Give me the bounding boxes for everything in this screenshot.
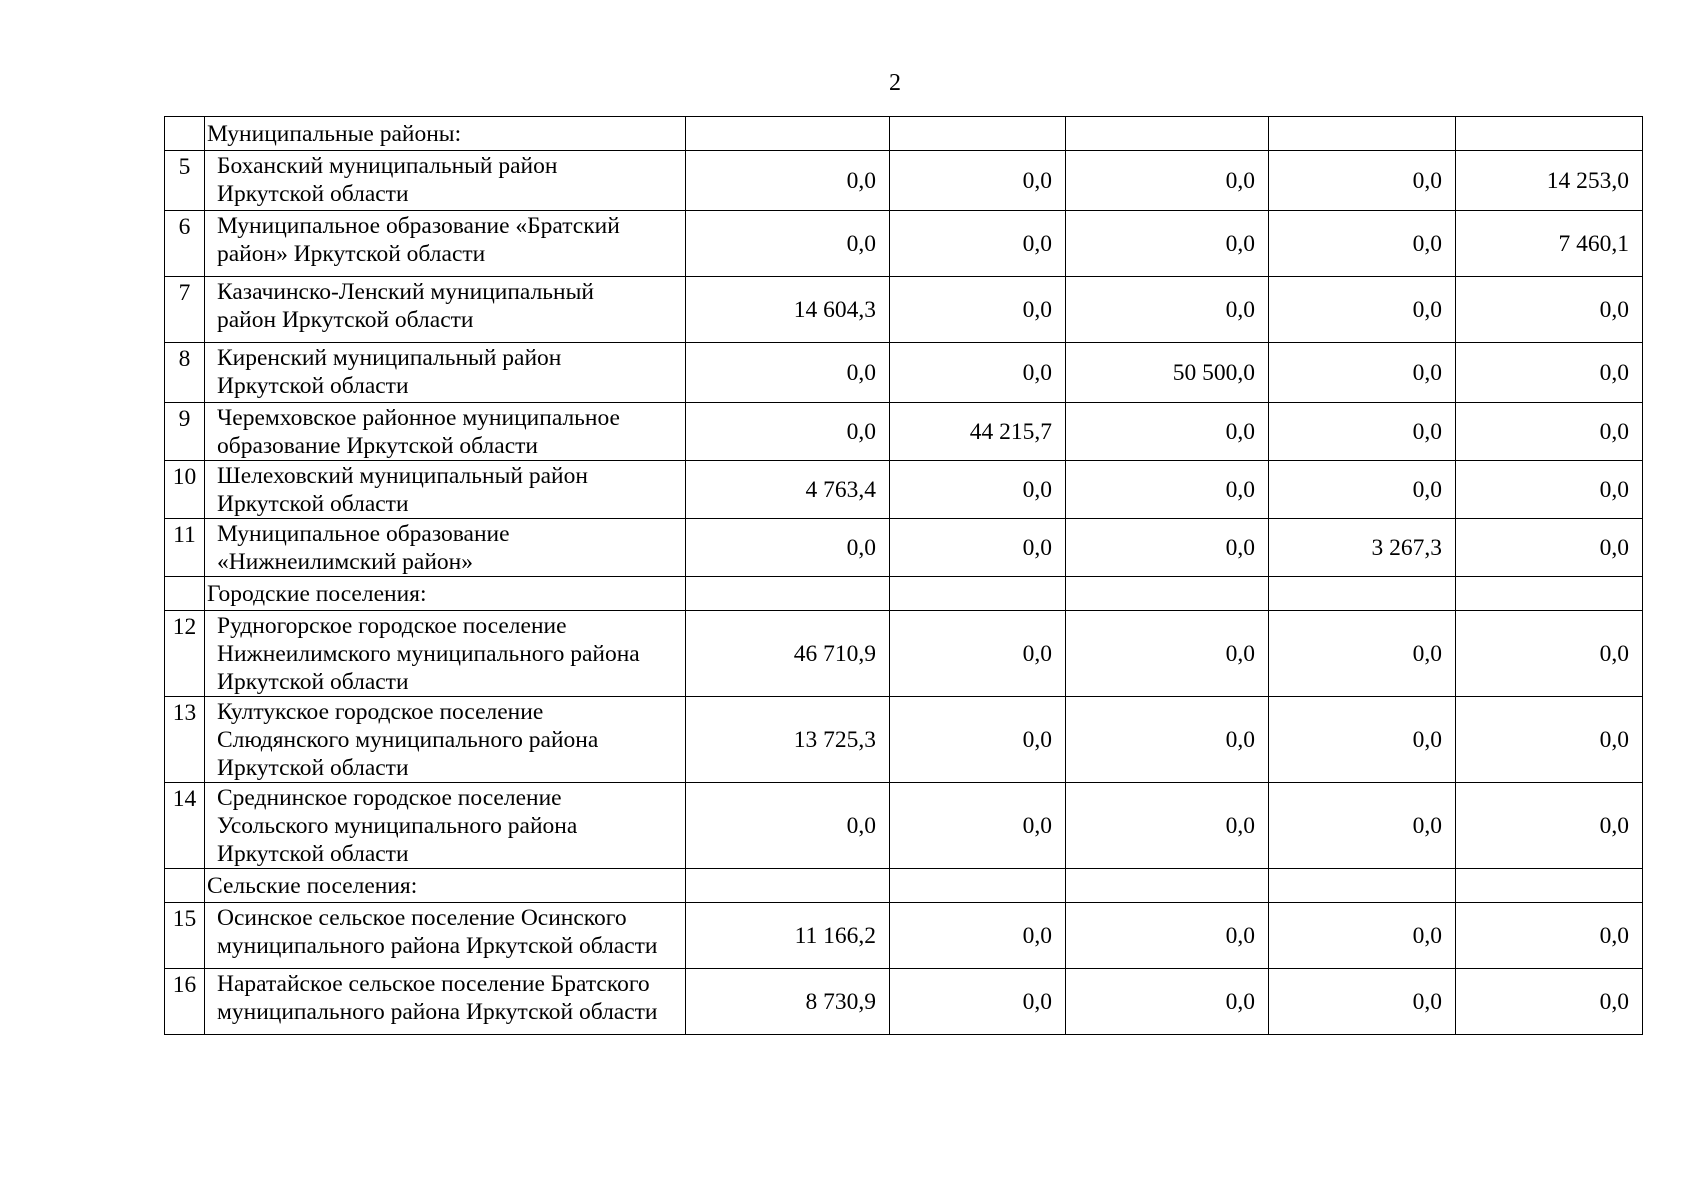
section-row	[165, 117, 1643, 151]
value-cell: 0,0	[1066, 461, 1269, 519]
value-cell: 46 710,9	[686, 611, 890, 697]
value-cell: 0,0	[1269, 211, 1456, 277]
row-number: 5	[165, 151, 205, 211]
row-number-cell	[165, 117, 205, 151]
row-number: 10	[165, 461, 205, 519]
value-cell: 0,0	[1269, 151, 1456, 211]
municipality-name	[205, 343, 686, 403]
municipality-name-line: район Иркутской области	[217, 307, 474, 333]
municipality-name	[205, 277, 686, 343]
value-cell: 0,0	[686, 343, 890, 403]
table-body	[165, 117, 1643, 1035]
municipality-name	[205, 461, 686, 519]
value-cell: 13 725,3	[686, 697, 890, 783]
value-cell: 0,0	[890, 697, 1066, 783]
municipality-name-line: Иркутской области	[217, 841, 409, 867]
value-cell	[1456, 577, 1643, 611]
table-row	[165, 969, 1643, 1035]
municipality-name-line: Иркутской области	[217, 755, 409, 781]
table-row	[165, 697, 1643, 783]
municipality-name	[205, 211, 686, 277]
value-cell: 0,0	[890, 461, 1066, 519]
municipality-name	[205, 903, 686, 969]
value-cell: 0,0	[1269, 697, 1456, 783]
value-cell: 0,0	[1269, 969, 1456, 1035]
value-cell: 0,0	[1456, 403, 1643, 461]
municipality-name-line: Наратайское сельское поселение Братского	[217, 971, 650, 997]
value-cell: 3 267,3	[1269, 519, 1456, 577]
municipality-name-line: Усольского муниципального района	[217, 813, 578, 839]
value-cell: 0,0	[1456, 519, 1643, 577]
value-cell: 0,0	[890, 211, 1066, 277]
value-cell: 0,0	[1456, 343, 1643, 403]
value-cell: 0,0	[1066, 277, 1269, 343]
row-number: 8	[165, 343, 205, 403]
value-cell	[1066, 117, 1269, 151]
municipality-name-line: Иркутской области	[217, 373, 409, 399]
value-cell: 0,0	[890, 343, 1066, 403]
value-cell: 0,0	[1066, 611, 1269, 697]
value-cell: 0,0	[890, 277, 1066, 343]
municipality-name-line: «Нижнеилимский район»	[217, 549, 473, 575]
value-cell: 0,0	[1456, 461, 1643, 519]
value-cell: 0,0	[1269, 461, 1456, 519]
value-cell: 0,0	[890, 969, 1066, 1035]
municipality-name-line: Казачинско-Ленский муниципальный	[217, 279, 594, 305]
table-row	[165, 461, 1643, 519]
municipality-name-line: Киренский муниципальный район	[217, 345, 562, 371]
row-number: 6	[165, 211, 205, 277]
value-cell: 0,0	[1456, 277, 1643, 343]
value-cell: 0,0	[1269, 403, 1456, 461]
row-number: 15	[165, 903, 205, 969]
value-cell	[1269, 869, 1456, 903]
municipality-name	[205, 519, 686, 577]
row-number: 14	[165, 783, 205, 869]
municipality-name	[205, 969, 686, 1035]
value-cell: 7 460,1	[1456, 211, 1643, 277]
value-cell	[890, 577, 1066, 611]
municipality-name	[205, 151, 686, 211]
municipality-name-line: Шелеховский муниципальный район	[217, 463, 588, 489]
value-cell	[686, 117, 890, 151]
value-cell: 14 253,0	[1456, 151, 1643, 211]
value-cell: 0,0	[890, 519, 1066, 577]
value-cell	[1066, 577, 1269, 611]
value-cell	[686, 869, 890, 903]
value-cell: 4 763,4	[686, 461, 890, 519]
municipality-name-line: район» Иркутской области	[217, 241, 486, 267]
page-number: 2	[889, 70, 901, 96]
municipality-name	[205, 783, 686, 869]
municipality-name	[205, 697, 686, 783]
value-cell: 0,0	[890, 151, 1066, 211]
row-number-cell	[165, 577, 205, 611]
row-number: 13	[165, 697, 205, 783]
value-cell: 0,0	[1269, 611, 1456, 697]
value-cell: 0,0	[1269, 343, 1456, 403]
value-cell: 0,0	[1456, 783, 1643, 869]
value-cell: 0,0	[890, 783, 1066, 869]
value-cell: 0,0	[1456, 969, 1643, 1035]
municipality-name	[205, 403, 686, 461]
table-row	[165, 903, 1643, 969]
municipality-name	[205, 611, 686, 697]
value-cell: 0,0	[1456, 903, 1643, 969]
value-cell: 0,0	[1269, 783, 1456, 869]
table-row	[165, 783, 1643, 869]
value-cell: 0,0	[1066, 903, 1269, 969]
value-cell: 0,0	[1066, 211, 1269, 277]
value-cell	[1456, 117, 1643, 151]
section-label: Муниципальные районы:	[205, 117, 686, 151]
value-cell: 11 166,2	[686, 903, 890, 969]
value-cell: 0,0	[1066, 151, 1269, 211]
value-cell: 14 604,3	[686, 277, 890, 343]
row-number: 16	[165, 969, 205, 1035]
value-cell: 0,0	[1269, 903, 1456, 969]
municipality-name-line: муниципального района Иркутской области	[217, 999, 658, 1025]
table-row	[165, 277, 1643, 343]
value-cell: 0,0	[686, 783, 890, 869]
section-label: Городские поселения:	[205, 577, 686, 611]
value-cell: 0,0	[686, 403, 890, 461]
municipality-name-line: Боханский муниципальный район	[217, 153, 558, 179]
value-cell: 0,0	[686, 519, 890, 577]
section-label: Сельские поселения:	[205, 869, 686, 903]
value-cell	[686, 577, 890, 611]
value-cell	[1269, 117, 1456, 151]
table-row	[165, 519, 1643, 577]
row-number-cell	[165, 869, 205, 903]
value-cell	[1066, 869, 1269, 903]
municipality-name-line: Рудногорское городское поселение	[217, 613, 567, 639]
municipality-name-line: Нижнеилимского муниципального района	[217, 641, 640, 667]
value-cell: 0,0	[890, 611, 1066, 697]
row-number: 7	[165, 277, 205, 343]
municipality-name-line: Слюдянского муниципального района	[217, 727, 599, 753]
municipality-name-line: Среднинское городское поселение	[217, 785, 562, 811]
value-cell	[890, 869, 1066, 903]
value-cell: 50 500,0	[1066, 343, 1269, 403]
value-cell: 0,0	[686, 151, 890, 211]
municipality-name-line: Муниципальное образование	[217, 521, 510, 547]
section-row	[165, 577, 1643, 611]
value-cell: 0,0	[1269, 277, 1456, 343]
row-number: 12	[165, 611, 205, 697]
value-cell: 0,0	[1066, 969, 1269, 1035]
value-cell	[1456, 869, 1643, 903]
municipality-name-line: муниципального района Иркутской области	[217, 933, 658, 959]
value-cell: 0,0	[1456, 697, 1643, 783]
budget-table	[164, 116, 1643, 1035]
value-cell: 0,0	[1066, 783, 1269, 869]
value-cell: 8 730,9	[686, 969, 890, 1035]
table-row	[165, 403, 1643, 461]
municipality-name-line: Черемховское районное муниципальное	[217, 405, 620, 431]
municipality-name-line: Иркутской области	[217, 491, 409, 517]
value-cell: 0,0	[686, 211, 890, 277]
value-cell: 44 215,7	[890, 403, 1066, 461]
row-number: 11	[165, 519, 205, 577]
value-cell: 0,0	[1066, 519, 1269, 577]
municipality-name-line: Иркутской области	[217, 669, 409, 695]
municipality-name-line: Иркутской области	[217, 181, 409, 207]
value-cell	[1269, 577, 1456, 611]
municipality-name-line: образование Иркутской области	[217, 433, 538, 459]
municipality-name-line: Муниципальное образование «Братский	[217, 213, 620, 239]
section-row	[165, 869, 1643, 903]
value-cell: 0,0	[1066, 697, 1269, 783]
value-cell: 0,0	[1456, 611, 1643, 697]
table-row	[165, 211, 1643, 277]
municipality-name-line: Осинское сельское поселение Осинского	[217, 905, 627, 931]
table-row	[165, 611, 1643, 697]
value-cell	[890, 117, 1066, 151]
value-cell: 0,0	[890, 903, 1066, 969]
value-cell: 0,0	[1066, 403, 1269, 461]
row-number: 9	[165, 403, 205, 461]
table-row	[165, 151, 1643, 211]
table-row	[165, 343, 1643, 403]
municipality-name-line: Култукское городское поселение	[217, 699, 544, 725]
